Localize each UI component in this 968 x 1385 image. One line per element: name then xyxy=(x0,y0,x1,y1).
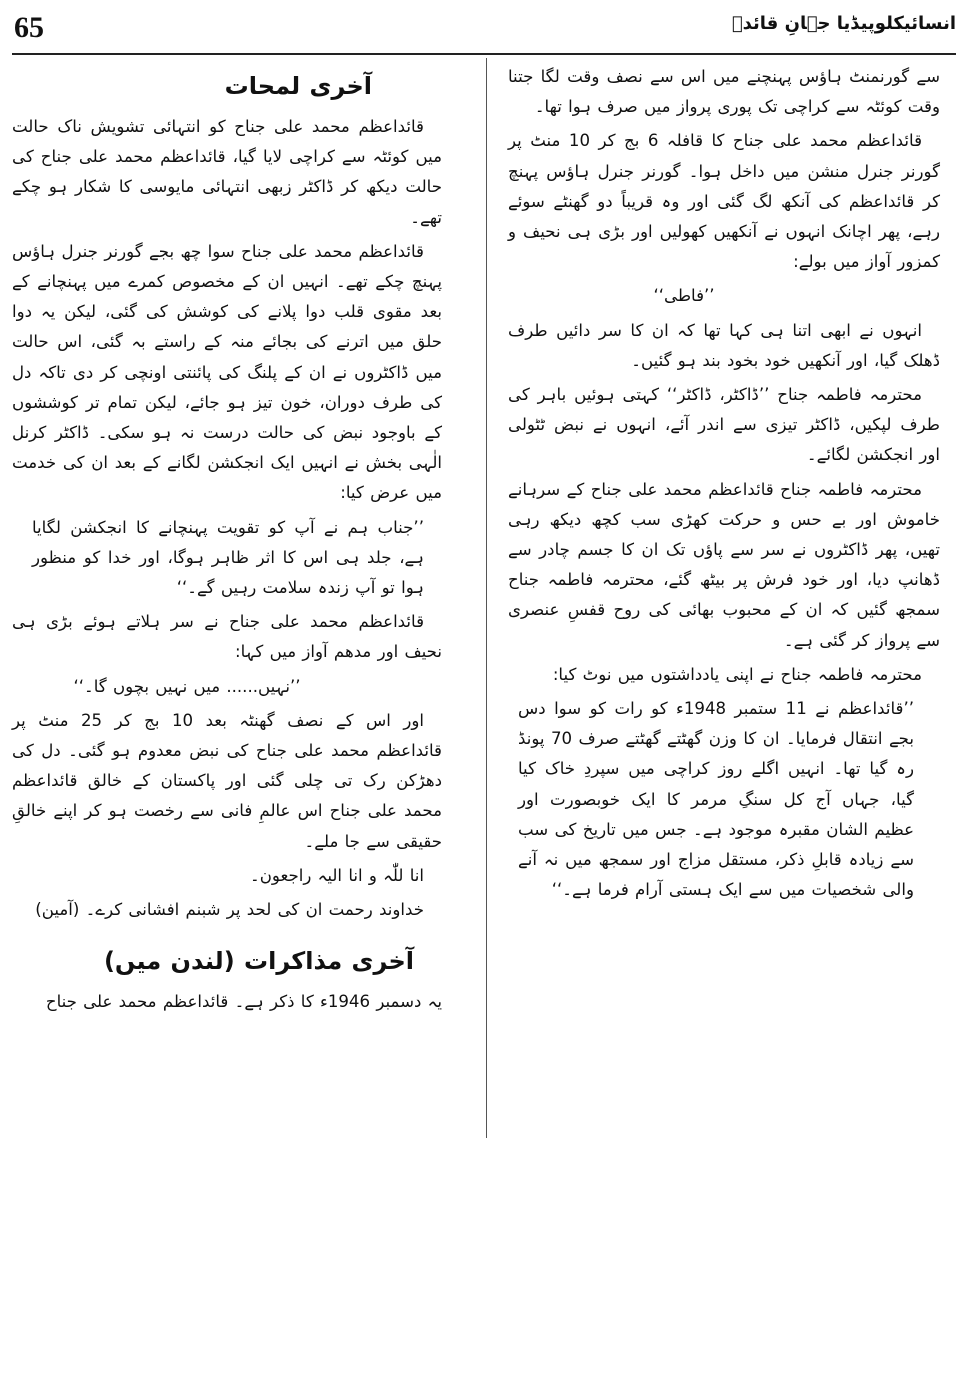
page-number: 65 xyxy=(14,11,44,44)
quote-line: ’’نہیں...... میں نہیں بچوں گا۔‘‘ xyxy=(73,676,301,696)
right-column xyxy=(508,62,940,1132)
column-divider xyxy=(486,58,487,1138)
running-header xyxy=(14,8,956,52)
paragraph: محترمہ فاطمہ جناح ’’ڈاکٹر، ڈاکٹر‘‘ کہتی ہوئیں باہر کی طرف لپکیں، ڈاکٹر تیزی سے اندر آئے، انہوں نے نبض ٹٹولی اور انجکشن لگائے۔ xyxy=(508,385,940,465)
paragraph: قائداعظم محمد علی جناح کا قافلہ 6 بج کر 10 منٹ پر گورنر جنرل منشن میں داخل ہوا۔ گورنر جنرل ہاؤس پہنچ کر قائداعظم کی آنکھ لگ گئی اور وہ قریباً دو گھنٹے سوئے رہے، پھر اچانک انہوں نے آنکھیں کھولیں اور بڑی ہی نحیف و کمزور آواز میں بولے: xyxy=(508,131,940,272)
prayer-line: خداوند رحمت ان کی لحد پر شبنم افشانی کرے۔ (آمین) xyxy=(35,900,424,920)
paragraph: انہوں نے ابھی اتنا ہی کہا تھا کہ ان کا سر دائیں طرف ڈھلک گیا، اور آنکھیں خود بخود بند ہو گئیں۔ xyxy=(508,320,940,370)
paragraph: قائداعظم محمد علی جناح کو انتہائی تشویش ناک حالت میں کوئٹہ سے کراچی لایا گیا، قائداعظم محمد علی جناح کی حالت دیکھ کر ڈاکٹر زبھی انتہائی مایوسی کا شکار ہو چکے تھے۔ xyxy=(12,117,442,227)
paragraph: قائداعظم محمد علی جناح سوا چھ بجے گورنر جنرل ہاؤس پہنچ چکے تھے۔ انہیں ان کے مخصوص کمرے میں پہنچانے کے بعد مقوی قلب دوا پلانے کی کوشش کی گئی، لیکن یہ دوا حلق میں اترنے کی بجائے منہ کے راستے بہ گئی، اس حالت میں ڈاکٹروں نے ان کے پلنگ کی پائنتی اونچی کر دی تاکہ دل کی طرف دوران، خون تیز ہو جائے، لیکن تمام تر کوششوں کے باوجود نبض کی حالت درست نہ ہو سکی۔ ڈاکٹر کرنل الٰہی بخش نے انہیں ایک انجکشن لگانے کے بعد ان کی خدمت میں عرض کیا: xyxy=(12,241,442,503)
quote-block: ’’جناب ہم نے آپ کو تقویت پہنچانے کا انجکشن لگایا ہے، جلد ہی اس کا اثر ظاہر ہوگا، اور خدا کو منظور ہوا تو آپ زندہ سلامت رہیں گے۔‘‘ xyxy=(32,517,424,598)
quote-line: ’’فاطی‘‘ xyxy=(653,286,715,306)
section-heading: آخری لمحات xyxy=(224,72,372,100)
paragraph: محترمہ فاطمہ جناح نے اپنی یادداشتوں میں نوٹ کیا: xyxy=(552,664,922,684)
quote-block: ’’قائداعظم نے 11 ستمبر 1948ء کو رات کو سوا دس بجے انتقال فرمایا۔ ان کا وزن گھٹتے گھٹتے صرف 70 پونڈ رہ گیا تھا۔ انہیں اگلے روز کراچی میں سپردِ خاک کیا گیا، جہاں آج کل سنگِ مرمر کا ایک خوبصورت اور عظیم الشان مقبرہ موجود ہے۔ جس میں تاریخ کی سب سے زیادہ قابلِ ذکر، مستقل مزاج اور سمجھ میں نہ آنے والی شخصیات میں سے ایک ہستی آرام فرما ہے۔‘‘ xyxy=(518,699,914,900)
paragraph: قائداعظم محمد علی جناح نے سر ہلاتے ہوئے بڑی ہی نحیف اور مدھم آواز میں کہا: xyxy=(12,612,442,662)
paragraph: محترمہ فاطمہ جناح قائداعظم محمد علی جناح کے سرہانے خاموش اور بے حس و حرکت کھڑی سب کچھ دیکھ رہی تھیں، پھر ڈاکٹروں نے سر سے پاؤں تک ان کا جسم چادر سے ڈھانپ دیا، اور خود فرش پر بیٹھ گئے، محترمہ فاطمہ جناح سمجھ گئیں کہ ان کے محبوب بھائی کی روح قفسِ عنصری سے پرواز کر گئی ہے۔ xyxy=(508,479,940,650)
paragraph: یہ دسمبر 1946ء کا ذکر ہے۔ قائداعظم محمد علی جناح xyxy=(45,992,442,1012)
prayer-line: انا للّٰہ و انا الیہ راجعون۔ xyxy=(250,865,424,885)
left-column xyxy=(12,62,442,1380)
paragraph: اور اس کے نصف گھنٹہ بعد 10 بج کر 25 منٹ پر قائداعظم محمد علی جناح کی نبض معدوم ہو گئی۔ دل کی دھڑکن رک تی چلی گئی اور پاکستان کے خالق قائداعظم محمد علی جناح اس عالمِ فانی سے رخصت ہو کر اپنے خالقِ حقیقی سے جا ملے۔ xyxy=(12,710,442,851)
book-title: انسائیکلوپیڈیا جہانِ قائدؒ xyxy=(731,13,956,34)
header-rule xyxy=(12,53,956,55)
paragraph: سے گورنمنٹ ہاؤس پہنچنے میں اس سے نصف وقت لگا جتنا وقت کوئٹہ سے کراچی تک پوری پرواز میں صرف ہوا تھا۔ xyxy=(508,67,940,117)
section-heading: آخری مذاکرات (لندن میں) xyxy=(103,947,414,976)
